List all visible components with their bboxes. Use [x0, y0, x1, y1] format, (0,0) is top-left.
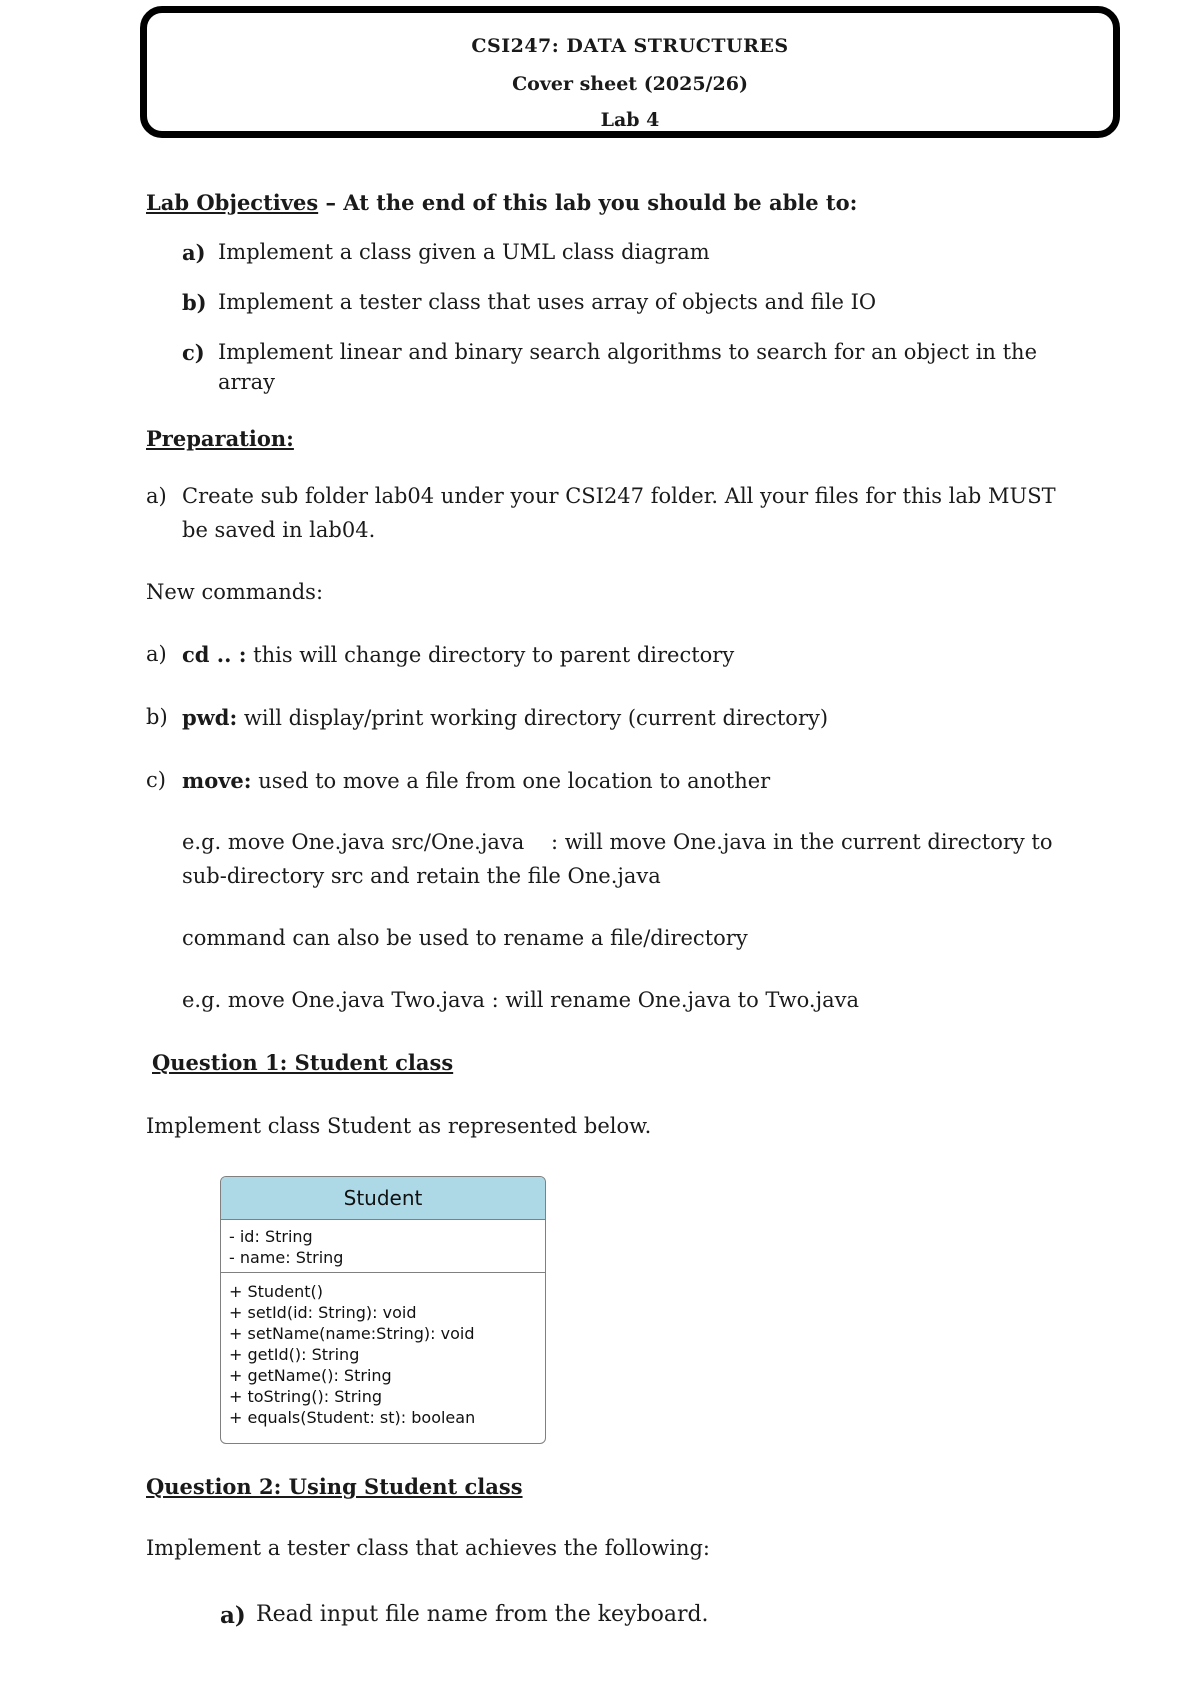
uml-class-diagram [220, 1176, 546, 1444]
uml-operations [221, 1273, 545, 1432]
preparation-a-line1: Create sub folder lab04 under your CSI247 folder. All your files for this lab MUST [182, 484, 1056, 508]
command-b-name: pwd: [182, 705, 238, 730]
objective-c-text: Implement linear and binary search algorithms to search for an object in the [218, 340, 1038, 364]
uml-operation: + equals(Student: st): boolean [229, 1408, 476, 1427]
objective-a-text: Implement a class given a UML class diagram [218, 240, 710, 264]
preparation-a-line2: be saved in lab04. [182, 518, 376, 542]
command-c-name: move: [182, 768, 252, 793]
command-a-name: cd .. : [182, 642, 247, 667]
cover-header-box [140, 6, 1120, 138]
question1-title: Question 1: Student class [152, 1050, 454, 1075]
command-a [182, 642, 734, 667]
objective-b-text: Implement a tester class that uses array of objects and file IO [218, 290, 877, 314]
uml-class-name: Student [221, 1177, 545, 1220]
question2-title: Question 2: Using Student class [146, 1474, 523, 1499]
command-b-desc: will display/print working directory (current directory) [237, 706, 829, 730]
rename-note: command can also be used to rename a file/directory [182, 926, 748, 950]
command-c [182, 768, 770, 793]
uml-operation: + getId(): String [229, 1345, 360, 1364]
rename-example: e.g. move One.java Two.java : will rename One.java to Two.java [182, 988, 859, 1012]
preparation-title: Preparation: [146, 426, 294, 451]
objective-c-continuation: array [218, 370, 275, 394]
uml-attribute: - id: String [229, 1227, 313, 1246]
objectives-intro: – At the end of this lab you should be able to: [318, 190, 858, 215]
preparation-a-label: a) [146, 484, 167, 508]
move-example-line2: sub-directory src and retain the file One.java [182, 864, 661, 888]
course-title: CSI247: DATA STRUCTURES [471, 35, 789, 57]
uml-operation: + getName(): String [229, 1366, 392, 1385]
cover-sheet-label: Cover sheet (2025/26) [512, 73, 748, 95]
uml-operation: + setId(id: String): void [229, 1303, 417, 1322]
objective-a-label: a) [182, 240, 206, 265]
move-example-line1: e.g. move One.java src/One.java : will move One.java in the current directory to [182, 830, 1053, 854]
commands-title: New commands: [146, 580, 324, 604]
command-a-desc: this will change directory to parent directory [246, 643, 735, 667]
objectives-title: Lab Objectives [146, 190, 319, 215]
question1-text: Implement class Student as represented below. [146, 1114, 652, 1138]
uml-operation: + setName(name:String): void [229, 1324, 475, 1343]
command-b [182, 705, 828, 730]
command-c-desc: used to move a file from one location to another [251, 769, 771, 793]
command-a-label: a) [146, 642, 167, 666]
uml-attributes [221, 1220, 545, 1273]
uml-operation: + toString(): String [229, 1387, 383, 1406]
command-b-label: b) [146, 705, 168, 729]
uml-operation: + Student() [229, 1282, 323, 1301]
question2-a-text: Read input file name from the keyboard. [256, 1602, 709, 1627]
objectives-heading [146, 190, 857, 215]
lab-number: Lab 4 [600, 109, 660, 131]
uml-attribute: - name: String [229, 1248, 344, 1267]
question2-a-label: a) [220, 1602, 246, 1629]
question2-text: Implement a tester class that achieves the following: [146, 1536, 711, 1560]
command-c-label: c) [146, 768, 166, 792]
objective-c-label: c) [182, 340, 205, 365]
objective-b-label: b) [182, 290, 207, 315]
